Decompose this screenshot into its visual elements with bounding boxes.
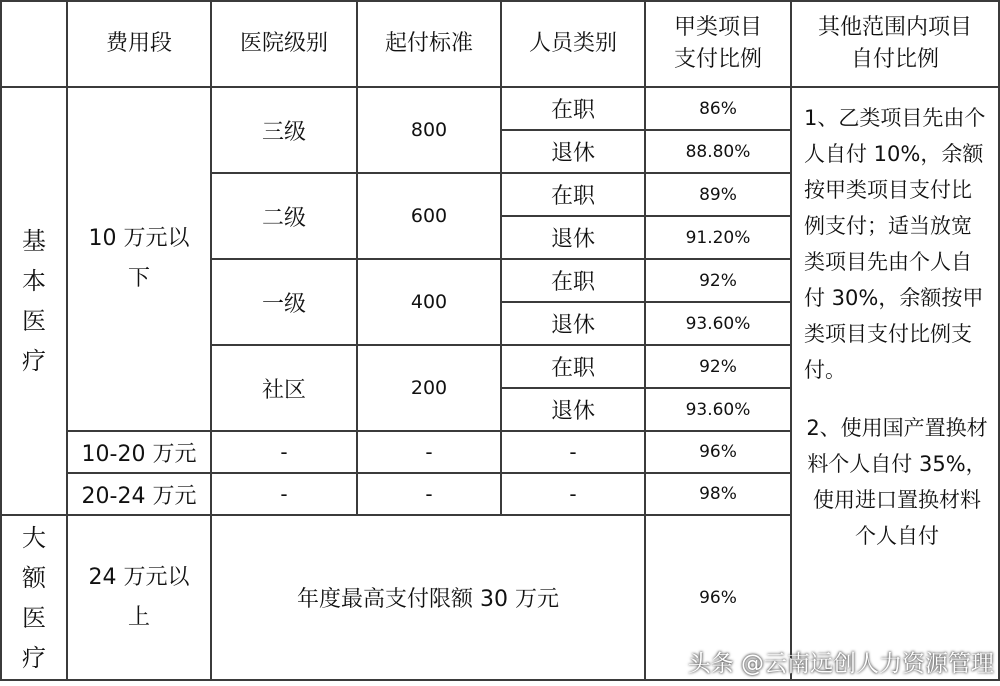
- level-cell: -: [211, 431, 357, 473]
- header-class-a-line2: 支付比例: [673, 47, 762, 72]
- major-label-char: 额: [22, 563, 46, 592]
- ratio-cell: 92%: [645, 345, 791, 388]
- header-threshold: 起付标准: [357, 1, 501, 87]
- ratio-cell: 92%: [645, 259, 791, 302]
- basic-label-char: 基: [22, 227, 46, 255]
- header-self-pay-ratio: [791, 1, 999, 87]
- header-hospital-level: 医院级别: [211, 1, 357, 87]
- threshold-cell: -: [357, 431, 501, 473]
- major-medical-label: [1, 515, 67, 680]
- notes-cell: [791, 87, 999, 680]
- note-1: 1、乙类项目先由个人自付 10%，余额按甲类项目支付比例支付；适当放宽类项目先由个人自付 30%，余额按甲类项目支付比例支付。: [804, 106, 986, 382]
- threshold-cell: 400: [357, 259, 501, 345]
- person-type-cell: 退休: [501, 130, 645, 173]
- header-class-a-line1: 甲类项目: [673, 15, 762, 40]
- person-type-cell: 在职: [501, 345, 645, 388]
- level-cell: 三级: [211, 87, 357, 173]
- major-label-char: 医: [22, 603, 46, 632]
- threshold-cell: -: [357, 473, 501, 515]
- header-self-pay-line1: 其他范围内项目: [817, 15, 972, 40]
- person-type-cell: 在职: [501, 173, 645, 216]
- person-type-cell: 退休: [501, 216, 645, 259]
- ratio-cell: 98%: [645, 473, 791, 515]
- watermark: 头条 @云南远创人力资源管理: [687, 651, 994, 677]
- person-type-cell: -: [501, 431, 645, 473]
- header-fee-segment: 费用段: [67, 1, 211, 87]
- ratio-cell: 96%: [645, 515, 791, 680]
- ratio-cell: 93.60%: [645, 302, 791, 345]
- ratio-cell: 88.80%: [645, 130, 791, 173]
- major-segment-text: 24 万元以上: [88, 564, 190, 630]
- person-type-cell: -: [501, 473, 645, 515]
- segment-cell: 20-24 万元: [67, 473, 211, 515]
- person-type-cell: 在职: [501, 259, 645, 302]
- ratio-cell: 89%: [645, 173, 791, 216]
- major-label-char: 大: [22, 523, 46, 552]
- ratio-cell: 91.20%: [645, 216, 791, 259]
- table-row: [1, 87, 999, 130]
- basic-segment-cell: [67, 87, 211, 431]
- ratio-cell: 96%: [645, 431, 791, 473]
- basic-segment-text: 10 万元以下: [88, 226, 190, 291]
- basic-label-char: 本: [22, 267, 46, 295]
- basic-medical-label: [1, 87, 67, 515]
- level-cell: -: [211, 473, 357, 515]
- person-type-cell: 退休: [501, 302, 645, 345]
- header-corner: [1, 1, 67, 87]
- segment-cell: 10-20 万元: [67, 431, 211, 473]
- header-self-pay-line2: 自付比例: [850, 47, 939, 72]
- level-cell: 二级: [211, 173, 357, 259]
- annual-limit-cell: 年度最高支付限额 30 万元: [211, 515, 645, 680]
- major-segment-cell: [67, 515, 211, 680]
- note-2: 2、使用国产置换材料个人自付 35%，使用进口置换材料个人自付: [806, 416, 988, 548]
- ratio-cell: 86%: [645, 87, 791, 130]
- basic-label-char: 医: [22, 307, 46, 335]
- ratio-cell: 93.60%: [645, 388, 791, 431]
- person-type-cell: 退休: [501, 388, 645, 431]
- header-person-type: 人员类别: [501, 1, 645, 87]
- threshold-cell: 200: [357, 345, 501, 431]
- header-row: [1, 1, 999, 87]
- header-class-a-ratio: [645, 1, 791, 87]
- basic-label-char: 疗: [22, 347, 46, 375]
- threshold-cell: 800: [357, 87, 501, 173]
- level-cell: 一级: [211, 259, 357, 345]
- level-cell: 社区: [211, 345, 357, 431]
- person-type-cell: 在职: [501, 87, 645, 130]
- threshold-cell: 600: [357, 173, 501, 259]
- major-label-char: 疗: [22, 643, 46, 672]
